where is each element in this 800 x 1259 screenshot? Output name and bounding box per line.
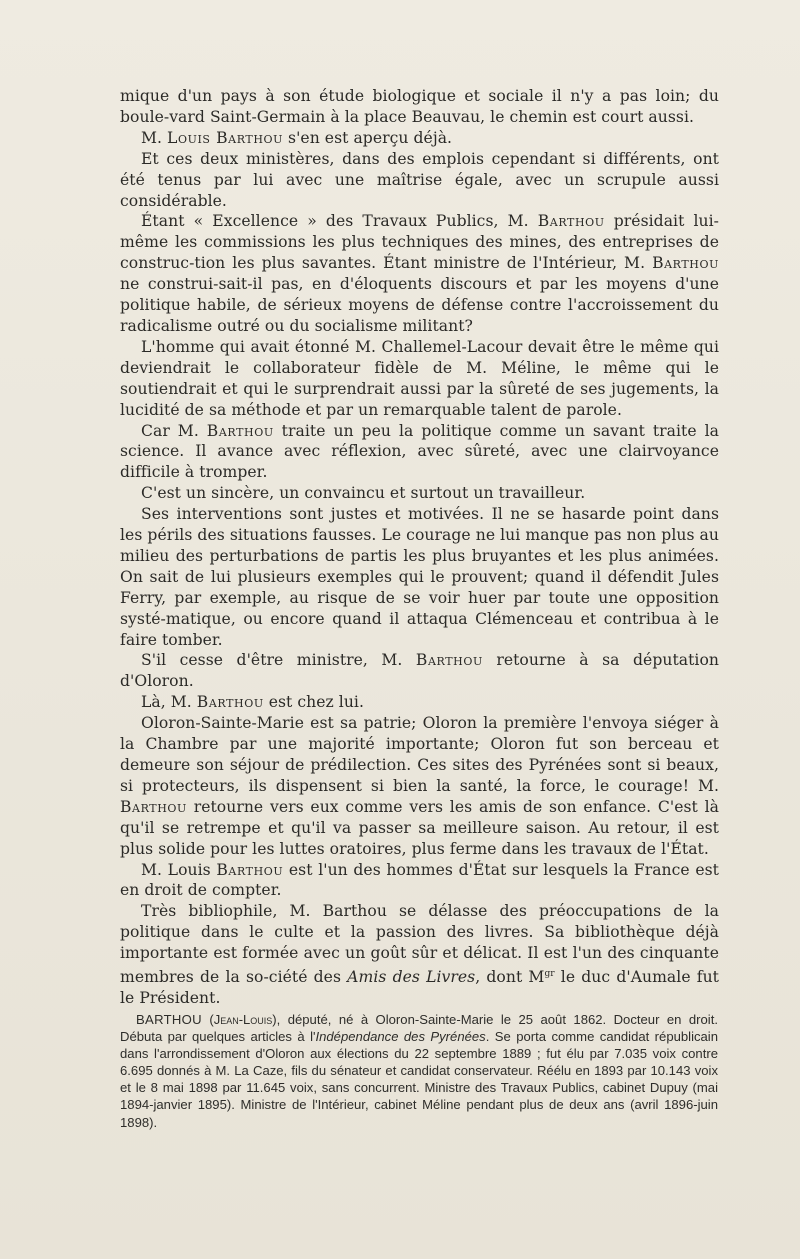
paragraph: L'homme qui avait étonné M. Challemel-Lacour devait être le même qui deviendrait le collaborateur fidèle de M. Méline, le même qui le soutiendrait et qui le surprendrait aussi par la sûreté de ses jugements, la lucidité de sa méthode et par un remarquable talent de parole.	[120, 337, 719, 419]
main-text	[120, 86, 719, 1009]
biography-note	[120, 1011, 718, 1131]
paragraph: S'il cesse d'être ministre, M. Barthou retourne à sa députation d'Oloron.	[120, 651, 719, 691]
paragraph: Et ces deux ministères, dans des emplois cependant si différents, ont été tenus par lui avec une maîtrise égale, avec un scrupule aussi considérable.	[120, 149, 719, 210]
paragraph: M. Louis Barthou s'en est aperçu déjà.	[141, 128, 453, 147]
paragraph: Car M. Barthou traite un peu la politique comme un savant traite la science. Il avance avec réflexion, avec sûreté, avec une clairvoyance difficile à tromper.	[120, 421, 720, 482]
paragraph: Très bibliophile, M. Barthou se délasse des préoccupations de la politique dans le culte et la passion des livres. Sa bibliothèque déjà importante est formée avec un goût sûr et délicat. Il est l'un des cinquante membres de la so-ciété des Amis des Livres, dont $M^{gr}$ le duc d'Aumale fut le Président.	[120, 902, 719, 1008]
paragraph: Ses interventions sont justes et motivées. Il ne se hasarde point dans les périls des situations fausses. Le courage ne lui manque pas non plus au milieu des perturbations de partis les plus bruyantes et les plus animées. On sait de lui plusieurs exemples qui le prouvent; quand il défendit Jules Ferry, par exemple, au risque de se voir huer par toute une opposition systé-matique, ou encore quand il attaqua Clémenceau et contribua à le faire tomber.	[120, 505, 719, 649]
journal-title: Indépendance des Pyrénées	[315, 1029, 486, 1045]
paragraph: C'est un sincère, un convaincu et surtout un travailleur.	[141, 484, 586, 503]
paragraph: mique d'un pays à son étude biologique et sociale il n'y a pas loin; du boule-vard Saint-Germain à la place Beauvau, le chemin est court aussi.	[120, 87, 719, 126]
paragraph: Là, M. Barthou est chez lui.	[141, 693, 364, 712]
paragraph: M. Louis Barthou est l'un des hommes d'État sur lesquels la France est en droit de compter.	[120, 860, 719, 900]
paragraph: Étant « Excellence » des Travaux Publics, M. Barthou présidait lui-même les commissions les plus techniques des mines, des entreprises de construc-tion les plus savantes. Étant ministre de l'Intérieur, M. Barthou ne construi-sait-il pas, en d'éloquents discours et par les moyens d'une politique habile, de sérieux moyens de défense contre l'accroissement du radicalisme outré ou du socialisme militant?	[120, 212, 719, 335]
bio-name: BARTHOU	[136, 1012, 202, 1027]
paragraph: Oloron-Sainte-Marie est sa patrie; Oloron la première l'envoya siéger à la Chambre par une majorité importante; Oloron fut son berceau et demeure son séjour de prédilection. Ces sites des Pyrénées sont si beaux, si protecteurs, ils dispensent si bien la santé, la force, le courage! M. Barthou retourne vers eux comme vers les amis de son enfance. C'est là qu'il se retrempe et qu'il va passer sa meilleure saison. Au retour, il est plus solide pour les luttes oratoires, plus ferme dans les travaux de l'État.	[120, 714, 719, 858]
bio-paragraph: BARTHOU (Jean-Louis), député, né à Oloron-Sainte-Marie le 25 août 1862. Docteur en droit. Débuta par quelques articles à l'Indépendance des Pyrénées. Se porta comme candidat républicain dans l'arrondissement d'Oloron aux élections du 22 septembre 1889 ; fut élu par 7.035 voix contre 6.695 donnés à M. La Caze, fils du sénateur et candidat conservateur. Réélu en 1893 par 10.143 voix et le 8 mai 1898 par 11.645 voix, sans concurrent. Ministre des Travaux Publics, cabinet Dupuy (mai 1894-janvier 1895). Ministre de l'Intérieur, cabinet Méline pendant plus de deux ans (avril 1896-juin 1898).	[120, 1012, 719, 1130]
bio-given-name: Jean-Louis	[213, 1012, 273, 1027]
